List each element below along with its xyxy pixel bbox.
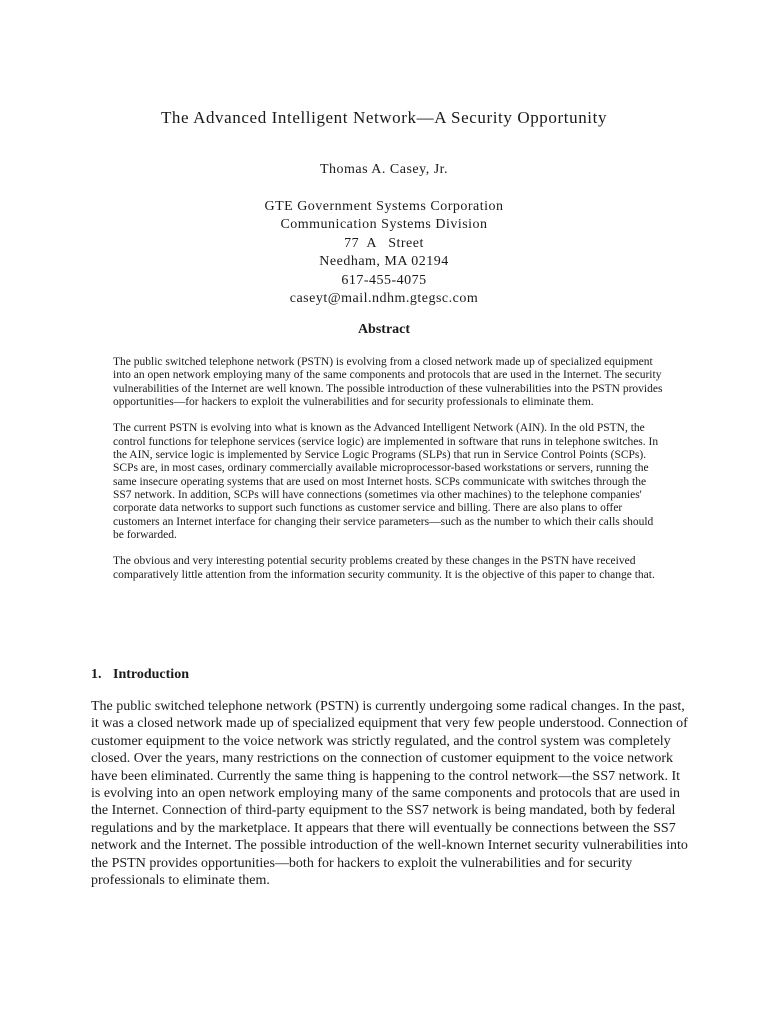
section-heading	[91, 667, 189, 683]
affiliation-organization: GTE Government Systems Corporation	[264, 198, 504, 214]
abstract-paragraph: The current PSTN is evolving into what is known as the Advanced Intelligent Network (AIN). In the old PSTN, the control functions for telephone services (service logic) are implemented in software that runs in telephone switches. In the AIN, service logic is implemented by Service Logic Programs (SLPs) that run in Service Control Points (SCPs). SCPs are, in most cases, ordinary commercially available microprocessor-based workstations or servers, running the same insecure operating systems that are used on most Internet hosts. SCPs communicate with switches through the SS7 network. In addition, SCPs will have connections (sometimes via other machines) to the telephone companies' corporate data networks to support such functions as customer service and billing. There are also plans to offer customers an Internet interface for changing their service parameters—such as the number to which their calls should be forwarded.	[113, 422, 659, 542]
affiliation-city: Needham, MA 02194	[319, 254, 449, 269]
paper-title: The Advanced Intelligent Network—A Security Opportunity	[160, 108, 608, 127]
affiliation-phone: 617-455-4075	[341, 272, 427, 288]
abstract-body	[113, 356, 663, 595]
affiliation-division: Communication Systems Division	[280, 217, 488, 232]
section-title: Introduction	[113, 667, 189, 682]
abstract-paragraph: The obvious and very interesting potential security problems created by these changes in the PSTN have received comparatively little attention from the information security community. It is the objective of this paper to change that.	[113, 555, 655, 581]
abstract-paragraph: The public switched telephone network (PSTN) is evolving from a closed network made up of specialized equipment into an open network employing many of the same components and protocols that are used in the Internet. The security vulnerabilities of the Internet are well known. The possible introduction of these vulnerabilities into the PSTN provides opportunities—for hackers to exploit the vulnerabilities and for security professionals to eliminate them.	[113, 356, 663, 409]
section-body-paragraph: The public switched telephone network (PSTN) is currently undergoing some radical changes. In the past, it was a closed network made up of specialized equipment that very few people understood. Connection of customer equipment to the voice network was strictly regulated, and the control system was completely closed. Over the years, many restrictions on the connection of customer equipment to the voice network have been eliminated. Currently the same thing is happening to the control network—the SS7 network. It is evolving into an open network employing many of the same components and protocols that are used in the Internet. Connection of third-party equipment to the SS7 network is being mandated, both by federal regulations and by the marketplace. It appears that there will eventually be connections between the SS7 network and the Internet. The possible introduction of the well-known Internet security vulnerabilities into the PSTN provides opportunities—both for hackers to exploit the vulnerabilities and for security professionals to eliminate them.	[91, 699, 688, 889]
abstract-heading: Abstract	[357, 322, 411, 337]
affiliation-email: caseyt@mail.ndhm.gtegsc.com	[289, 291, 479, 306]
section-number: 1.	[91, 667, 102, 682]
affiliation-street: 77 A Street	[344, 235, 424, 251]
author-name: Thomas A. Casey, Jr.	[319, 162, 449, 177]
author-block	[0, 161, 768, 309]
